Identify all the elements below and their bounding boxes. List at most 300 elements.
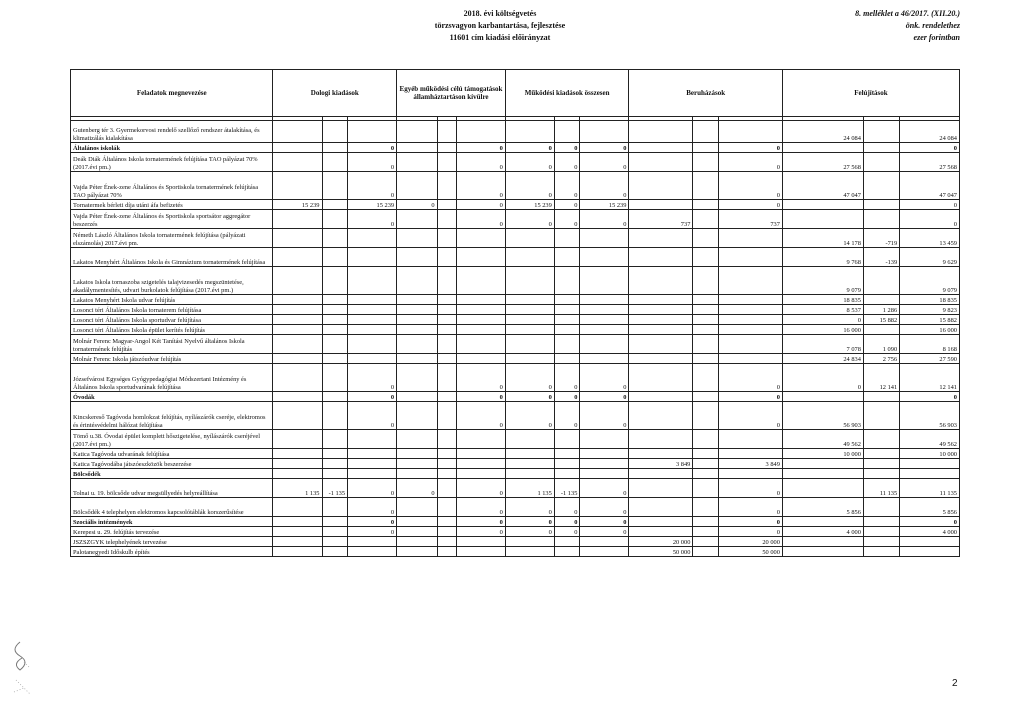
value-cell: -1 135 [554, 479, 580, 498]
task-name-cell: Németh László Általános Iskola tornatermének felújítása (pályázati elszámolás) 2017.évi pm. [71, 229, 273, 248]
value-cell: 0 [505, 498, 554, 517]
value-cell: 5 856 [900, 498, 960, 517]
value-cell [554, 315, 580, 325]
value-cell: 0 [456, 498, 505, 517]
value-cell [629, 498, 693, 517]
value-cell [437, 527, 456, 537]
task-name-cell: Tornatermek bérleti díja utáni áfa befizetés [71, 200, 273, 210]
value-cell: 737 [718, 210, 782, 229]
value-cell [273, 248, 322, 267]
value-cell: 0 [456, 517, 505, 527]
value-cell: 0 [718, 517, 782, 527]
table-row [71, 210, 960, 229]
value-cell [273, 392, 322, 402]
budget-table [70, 69, 960, 557]
value-cell [322, 229, 348, 248]
value-cell [322, 153, 348, 172]
value-cell [437, 459, 456, 469]
value-cell: 15 882 [863, 315, 899, 325]
value-cell: 0 [900, 210, 960, 229]
value-cell: 10 000 [782, 449, 863, 459]
value-cell [863, 430, 899, 449]
value-cell [693, 402, 719, 430]
table-row [71, 248, 960, 267]
value-cell [322, 354, 348, 364]
value-cell: 0 [580, 392, 629, 402]
value-cell [693, 354, 719, 364]
value-cell [629, 305, 693, 315]
value-cell: 0 [554, 402, 580, 430]
value-cell [437, 267, 456, 295]
value-cell: 0 [718, 527, 782, 537]
value-cell [397, 121, 437, 143]
value-cell: 0 [348, 402, 397, 430]
value-cell [456, 305, 505, 315]
value-cell: 0 [900, 143, 960, 153]
task-name-cell: Palotanegyedi Időskulb építés [71, 547, 273, 557]
value-cell [629, 295, 693, 305]
value-cell [629, 325, 693, 335]
value-cell [863, 295, 899, 305]
column-header: Beruházások [629, 70, 782, 117]
value-cell: 0 [554, 200, 580, 210]
value-cell [322, 392, 348, 402]
value-cell: 0 [782, 315, 863, 325]
value-cell: 0 [456, 364, 505, 392]
value-cell: 0 [348, 517, 397, 527]
value-cell [554, 354, 580, 364]
task-name-cell: Vajda Péter Ének-zene Általános és Sportiskola sportsátor aggregátor beszerzés [71, 210, 273, 229]
value-cell [348, 459, 397, 469]
value-cell [693, 479, 719, 498]
value-cell [693, 229, 719, 248]
value-cell [322, 305, 348, 315]
value-cell [397, 325, 437, 335]
value-cell [437, 335, 456, 354]
value-cell [505, 295, 554, 305]
task-name-cell: Általános iskolák [71, 143, 273, 153]
table-row [71, 295, 960, 305]
header-line: 2018. évi költségvetés [463, 9, 537, 18]
value-cell [348, 305, 397, 315]
value-cell [397, 143, 437, 153]
table-row [71, 392, 960, 402]
value-cell [693, 315, 719, 325]
value-cell [629, 430, 693, 449]
value-cell [273, 267, 322, 295]
table-row [71, 479, 960, 498]
value-cell [693, 121, 719, 143]
value-cell: 0 [718, 479, 782, 498]
page-number: 2 [952, 678, 958, 689]
value-cell [437, 402, 456, 430]
value-cell [554, 430, 580, 449]
value-cell [273, 335, 322, 354]
value-cell [456, 430, 505, 449]
value-cell [322, 121, 348, 143]
value-cell [900, 537, 960, 547]
column-header: Dologi kiadások [273, 70, 397, 117]
value-cell [437, 153, 456, 172]
value-cell [693, 153, 719, 172]
value-cell [348, 267, 397, 295]
value-cell [437, 392, 456, 402]
value-cell [693, 172, 719, 200]
value-cell [554, 449, 580, 459]
value-cell: 15 239 [505, 200, 554, 210]
value-cell [348, 315, 397, 325]
value-cell [629, 153, 693, 172]
table-row [71, 449, 960, 459]
value-cell [437, 210, 456, 229]
value-cell [437, 498, 456, 517]
value-cell [900, 547, 960, 557]
table-row [71, 200, 960, 210]
handwritten-mark [6, 632, 48, 708]
value-cell [322, 248, 348, 267]
value-cell [322, 172, 348, 200]
value-cell [348, 335, 397, 354]
value-cell [554, 305, 580, 315]
value-cell [554, 248, 580, 267]
column-header: Működési kiadások összesen [505, 70, 629, 117]
value-cell: 0 [505, 210, 554, 229]
value-cell [580, 430, 629, 449]
value-cell: 0 [580, 517, 629, 527]
value-cell [580, 248, 629, 267]
task-name-cell: Molnár Ferenc Magyar-Angol Két Tanítási Nyelvű általános Iskola tornatermének felújítás [71, 335, 273, 354]
value-cell [580, 354, 629, 364]
value-cell: 0 [718, 153, 782, 172]
value-cell: 18 835 [782, 295, 863, 305]
value-cell [322, 200, 348, 210]
value-cell [718, 305, 782, 315]
task-name-cell: Bölcsődék 4 telephelyen elektromos kapcsolótáblák korszerűsítése [71, 498, 273, 517]
value-cell: 0 [580, 527, 629, 537]
value-cell: 0 [554, 392, 580, 402]
value-cell [322, 469, 348, 479]
value-cell [273, 469, 322, 479]
value-cell: 0 [456, 143, 505, 153]
table-row [71, 430, 960, 449]
task-name-cell: Katica Tagóvoda udvarának felújítása [71, 449, 273, 459]
document-header [380, 8, 620, 44]
value-cell: 18 835 [900, 295, 960, 305]
value-cell [437, 248, 456, 267]
value-cell [900, 469, 960, 479]
value-cell: 50 000 [718, 547, 782, 557]
value-cell [900, 459, 960, 469]
value-cell [437, 469, 456, 479]
value-cell [273, 143, 322, 153]
column-header: Felújítások [782, 70, 959, 117]
value-cell: 24 084 [782, 121, 863, 143]
value-cell: 0 [580, 364, 629, 392]
value-cell: 1 090 [863, 335, 899, 354]
column-header: Feladatok megnevezése [71, 70, 273, 117]
task-name-cell: Bölcsődék [71, 469, 273, 479]
table-body [71, 117, 960, 557]
value-cell [437, 121, 456, 143]
value-cell [580, 547, 629, 557]
value-cell [322, 210, 348, 229]
value-cell: 14 178 [782, 229, 863, 248]
value-cell [437, 295, 456, 305]
task-name-cell: Tömő u.38. Óvodai épület komplett hőszigetelése, nyílászárók cseréjével (2017.évi pm.) [71, 430, 273, 449]
value-cell [437, 430, 456, 449]
value-cell [397, 459, 437, 469]
value-cell [456, 459, 505, 469]
value-cell [629, 469, 693, 479]
value-cell [782, 517, 863, 527]
value-cell [456, 267, 505, 295]
value-cell [397, 392, 437, 402]
value-cell [863, 121, 899, 143]
annex-reference [800, 8, 960, 44]
value-cell: 11 135 [863, 479, 899, 498]
value-cell [693, 335, 719, 354]
task-name-cell: Kerepesi u. 29. felújítás tervezése [71, 527, 273, 537]
value-cell: 13 459 [900, 229, 960, 248]
task-name-cell: Lakatos Menyhért Iskola udvar felújítás [71, 295, 273, 305]
value-cell: 12 141 [900, 364, 960, 392]
value-cell: 0 [456, 172, 505, 200]
value-cell [348, 295, 397, 305]
value-cell [718, 449, 782, 459]
value-cell [322, 315, 348, 325]
value-cell [782, 547, 863, 557]
value-cell: 0 [554, 527, 580, 537]
value-cell [693, 517, 719, 527]
value-cell [397, 449, 437, 459]
value-cell [322, 537, 348, 547]
value-cell [718, 121, 782, 143]
task-name-cell: Katica Tagóvodába játszóeszközök beszerzése [71, 459, 273, 469]
value-cell [718, 430, 782, 449]
value-cell: 56 903 [782, 402, 863, 430]
value-cell [505, 469, 554, 479]
value-cell [505, 335, 554, 354]
value-cell [397, 430, 437, 449]
value-cell: 4 000 [782, 527, 863, 537]
value-cell [322, 430, 348, 449]
value-cell [397, 402, 437, 430]
header-line: 11601 cím kiadási előirányzat [449, 33, 551, 42]
task-name-cell: Tolnai u. 19. bölcsőde udvar megsüllyedés helyreállítása [71, 479, 273, 498]
value-cell: 0 [580, 210, 629, 229]
value-cell [273, 315, 322, 325]
value-cell: 15 239 [273, 200, 322, 210]
value-cell: 3 849 [629, 459, 693, 469]
value-cell: 0 [348, 527, 397, 537]
value-cell [863, 449, 899, 459]
value-cell [505, 305, 554, 315]
value-cell [580, 267, 629, 295]
value-cell [397, 517, 437, 527]
value-cell: 8 168 [900, 335, 960, 354]
value-cell: 0 [580, 402, 629, 430]
task-name-cell: Molnár Ferenc Iskola játszóudvar felújítás [71, 354, 273, 364]
value-cell [456, 449, 505, 459]
value-cell: 0 [580, 479, 629, 498]
value-cell: 16 000 [782, 325, 863, 335]
value-cell: 0 [554, 172, 580, 200]
value-cell [273, 364, 322, 392]
value-cell [718, 469, 782, 479]
task-name-cell: Deák Diák Általános Iskola tornatermének felújítása TAO pályázat 70% (2017.évi pm.) [71, 153, 273, 172]
value-cell [693, 267, 719, 295]
value-cell: 0 [554, 153, 580, 172]
value-cell [437, 449, 456, 459]
value-cell: 0 [397, 479, 437, 498]
task-name-cell: Lakatos Iskola tornaszoba szigetelés talajvizesedés megszüntetése, akadálymentesítés, udvari burkolatok felújítása (2017.évi pm.) [71, 267, 273, 295]
task-name-cell: Losonci téri Általános Iskola tornaterem felújítása [71, 305, 273, 315]
value-cell: 0 [348, 172, 397, 200]
value-cell [693, 295, 719, 305]
value-cell [782, 479, 863, 498]
value-cell [322, 143, 348, 153]
task-name-cell: Óvodák [71, 392, 273, 402]
value-cell [554, 325, 580, 335]
value-cell [348, 229, 397, 248]
value-cell: 0 [348, 479, 397, 498]
value-cell [273, 498, 322, 517]
value-cell [863, 402, 899, 430]
value-cell [348, 537, 397, 547]
value-cell [273, 402, 322, 430]
table-row [71, 498, 960, 517]
value-cell [437, 200, 456, 210]
value-cell: 0 [580, 498, 629, 517]
table-row [71, 402, 960, 430]
value-cell: 0 [554, 143, 580, 153]
value-cell [718, 229, 782, 248]
value-cell [863, 392, 899, 402]
table-row [71, 315, 960, 325]
value-cell [863, 153, 899, 172]
value-cell: 0 [348, 364, 397, 392]
value-cell [554, 295, 580, 305]
value-cell [693, 430, 719, 449]
value-cell: 0 [456, 200, 505, 210]
value-cell [273, 459, 322, 469]
value-cell: 0 [505, 143, 554, 153]
table-row [71, 305, 960, 315]
table-row [71, 364, 960, 392]
value-cell [273, 305, 322, 315]
value-cell: 0 [900, 200, 960, 210]
value-cell [782, 459, 863, 469]
value-cell [437, 354, 456, 364]
value-cell [693, 459, 719, 469]
value-cell: 0 [505, 364, 554, 392]
value-cell [397, 498, 437, 517]
value-cell [505, 248, 554, 267]
value-cell [629, 248, 693, 267]
table-header-row [71, 70, 960, 117]
task-name-cell: Gutenberg tér 3. Gyermekorvosi rendelő szellőző rendszer átalakítása, és klimatizálás kialakítása [71, 121, 273, 143]
value-cell: 0 [397, 200, 437, 210]
value-cell [505, 229, 554, 248]
value-cell: 12 141 [863, 364, 899, 392]
value-cell [397, 229, 437, 248]
value-cell [863, 459, 899, 469]
column-header: Egyéb működési célú támogatások államháztartáson kívülre [397, 70, 506, 117]
value-cell [580, 121, 629, 143]
value-cell [580, 229, 629, 248]
value-cell: 11 135 [900, 479, 960, 498]
value-cell [629, 479, 693, 498]
table-row [71, 172, 960, 200]
table-row [71, 335, 960, 354]
value-cell [693, 248, 719, 267]
value-cell: 0 [900, 517, 960, 527]
value-cell [322, 498, 348, 517]
value-cell [397, 354, 437, 364]
value-cell [693, 364, 719, 392]
table-row [71, 537, 960, 547]
value-cell: 9 079 [782, 267, 863, 295]
value-cell [629, 315, 693, 325]
value-cell [782, 537, 863, 547]
value-cell [554, 121, 580, 143]
annex-line: önk. rendelethez [905, 21, 960, 30]
value-cell [273, 547, 322, 557]
task-name-cell: Lakatos Menyhért Általános Iskola és Gimnázium tornatermének felújítása [71, 248, 273, 267]
value-cell: -139 [863, 248, 899, 267]
value-cell [273, 229, 322, 248]
value-cell [863, 172, 899, 200]
value-cell [322, 517, 348, 527]
value-cell [273, 517, 322, 527]
value-cell [397, 295, 437, 305]
value-cell [863, 325, 899, 335]
value-cell [863, 527, 899, 537]
value-cell [629, 364, 693, 392]
value-cell [397, 172, 437, 200]
value-cell [348, 354, 397, 364]
value-cell: 0 [718, 364, 782, 392]
task-name-cell: Losonci téri Általános Iskola épület kerítés felújítás [71, 325, 273, 335]
value-cell [456, 295, 505, 305]
value-cell: 15 239 [580, 200, 629, 210]
value-cell: 0 [505, 527, 554, 537]
value-cell [322, 402, 348, 430]
value-cell [437, 172, 456, 200]
value-cell [693, 537, 719, 547]
value-cell [863, 537, 899, 547]
value-cell [456, 469, 505, 479]
value-cell: 10 000 [900, 449, 960, 459]
value-cell: 4 000 [900, 527, 960, 537]
value-cell: 47 047 [782, 172, 863, 200]
value-cell [693, 469, 719, 479]
annex-line: 8. melléklet a 46/2017. (XII.20.) [855, 9, 960, 18]
value-cell [782, 210, 863, 229]
value-cell [629, 229, 693, 248]
value-cell [863, 267, 899, 295]
value-cell [322, 364, 348, 392]
task-name-cell: Szociális intézmények [71, 517, 273, 527]
value-cell: 56 903 [900, 402, 960, 430]
task-name-cell: Józsefvárosi Egységes Gyógypedagógiai Módszertani Intézmény és Általános Iskola sportudvarának felújítása [71, 364, 273, 392]
table-row [71, 325, 960, 335]
value-cell [863, 469, 899, 479]
value-cell: 0 [456, 153, 505, 172]
value-cell: 0 [718, 392, 782, 402]
value-cell [693, 498, 719, 517]
value-cell [782, 469, 863, 479]
